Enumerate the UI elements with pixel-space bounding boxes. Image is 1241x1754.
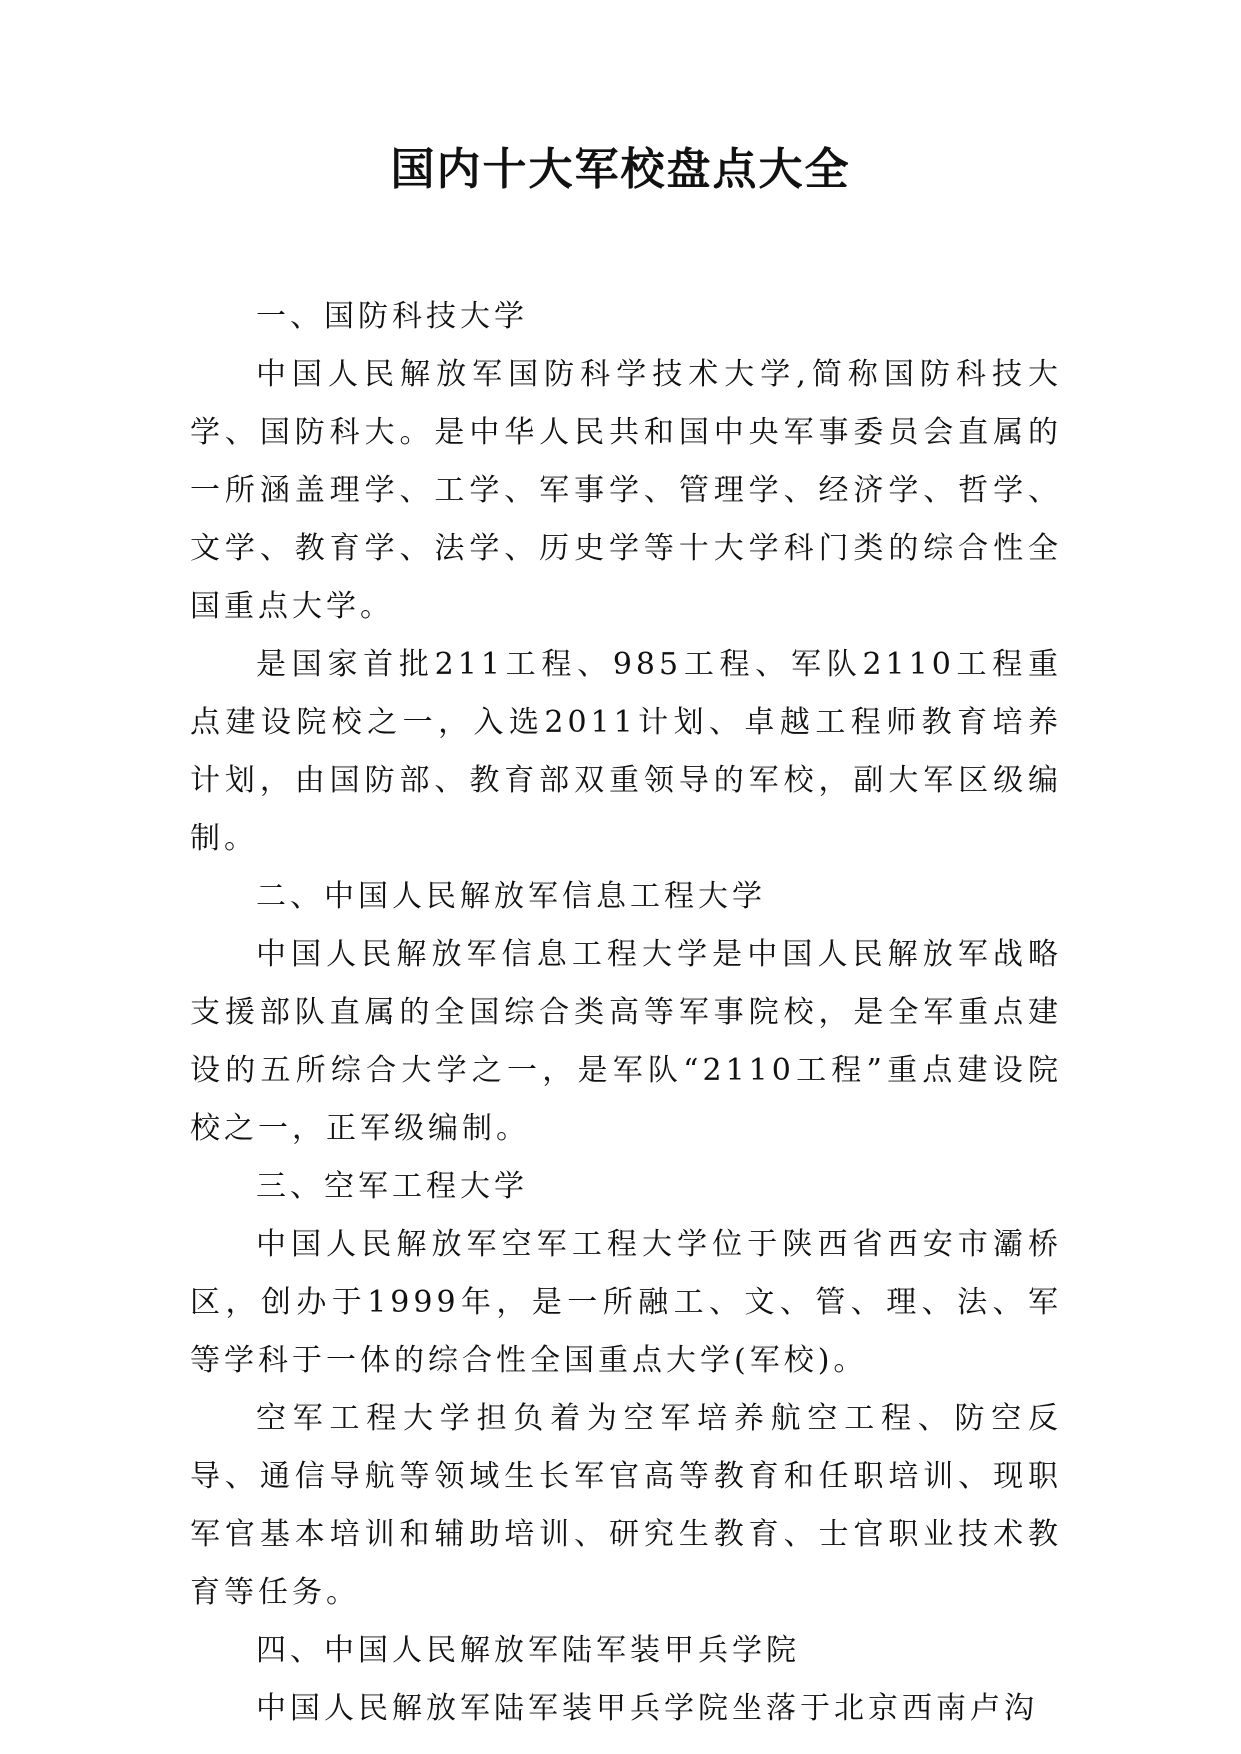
section-heading-4: 四、中国人民解放军陆军装甲兵学院	[256, 1633, 800, 1668]
paragraph-1: 中国人民解放军国防科学技术大学,简称国防科技大学、国防科大。是中华人民共和国中央军事委员会直属的一所涵盖理学、工学、军事学、管理学、经济学、哲学、文学、教育学、法学、历史学等十大学科门类的综合性全国重点大学。	[190, 357, 1062, 624]
document-title: 国内十大军校盘点大全	[390, 144, 851, 195]
paragraph-6: 中国人民解放军陆军装甲兵学院坐落于北京西南卢沟	[256, 1691, 1038, 1726]
section-heading-3: 三、空军工程大学	[256, 1169, 528, 1204]
document-body	[190, 288, 1062, 1738]
paragraph-5: 空军工程大学担负着为空军培养航空工程、防空反导、通信导航等领域生长军官高等教育和任职培训、现职军官基本培训和辅助培训、研究生教育、士官职业技术教育等任务。	[190, 1401, 1062, 1610]
section-heading-2: 二、中国人民解放军信息工程大学	[256, 879, 766, 914]
paragraph-2: 是国家首批211工程、985工程、军队2110工程重点建设院校之一，入选2011计划、卓越工程师教育培养计划，由国防部、教育部双重领导的军校，副大军区级编制。	[190, 647, 1062, 856]
paragraph-3: 中国人民解放军信息工程大学是中国人民解放军战略支援部队直属的全国综合类高等军事院校，是全军重点建设的五所综合大学之一，是军队“2110工程”重点建设院校之一，正军级编制。	[190, 937, 1062, 1146]
paragraph-4: 中国人民解放军空军工程大学位于陕西省西安市灞桥区，创办于1999年，是一所融工、文、管、理、法、军等学科于一体的综合性全国重点大学(军校)。	[190, 1227, 1062, 1378]
section-heading-1: 一、国防科技大学	[256, 299, 528, 334]
